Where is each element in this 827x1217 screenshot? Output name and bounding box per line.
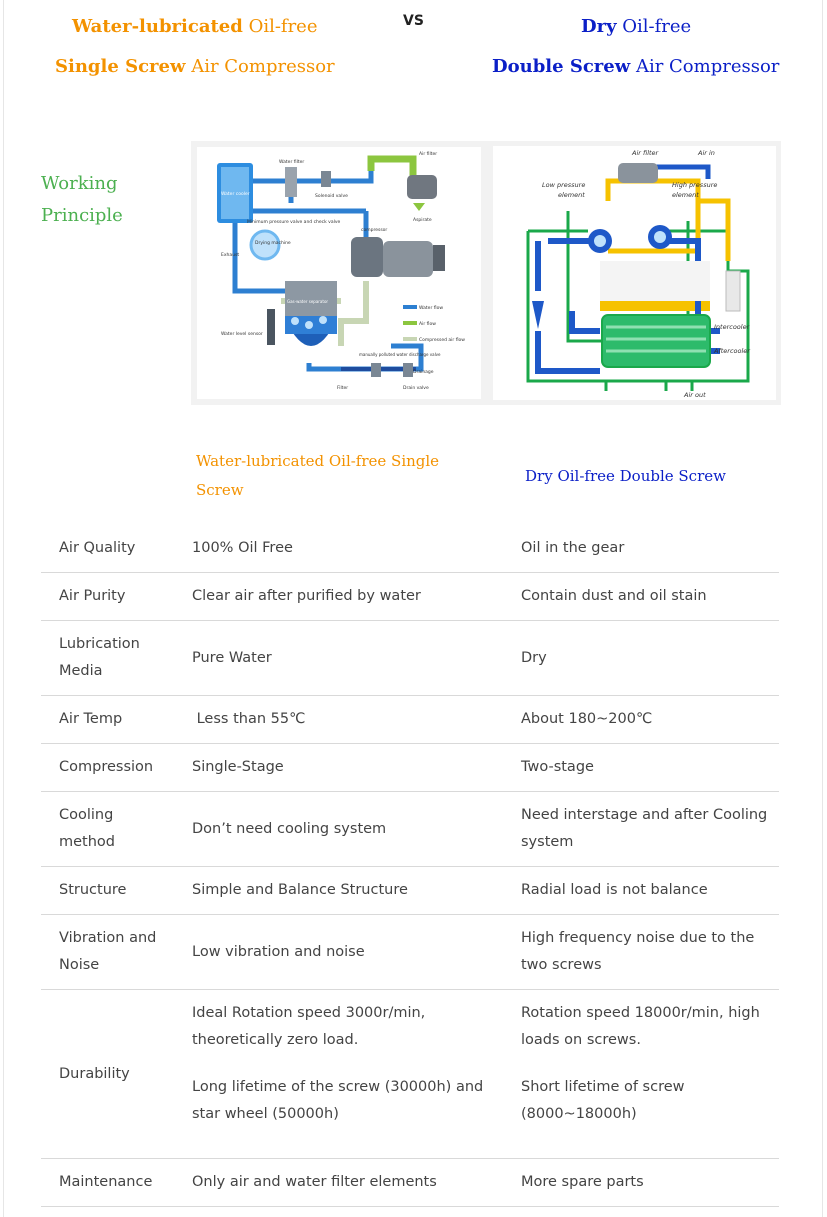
double-screw-value: Need interstage and after Cooling system xyxy=(521,807,768,850)
single-screw-value: Single-Stage xyxy=(192,759,284,775)
table-row-compression xyxy=(41,744,779,792)
double-screw-value: Dry xyxy=(521,650,547,666)
svg-text:Air filter: Air filter xyxy=(632,149,659,157)
single-screw-value: Clear air after purified by water xyxy=(192,588,421,604)
single-screw-value: Less than 55℃ xyxy=(192,711,306,727)
table-row-air-temp xyxy=(41,696,779,744)
double-screw-diagram-frame xyxy=(488,141,781,405)
double-screw-value: Contain dust and oil stain xyxy=(521,588,707,604)
row-label: Structure xyxy=(59,882,127,898)
svg-text:Water level sensor: Water level sensor xyxy=(221,332,263,337)
svg-text:element: element xyxy=(558,191,585,199)
working-principle-label: Working Principle xyxy=(41,173,123,226)
svg-text:Solenoid valve: Solenoid valve xyxy=(315,194,348,199)
svg-text:Air out: Air out xyxy=(684,391,706,399)
svg-text:Minimum pressure valve and che: Minimum pressure valve and check valve xyxy=(247,220,341,225)
svg-text:Water filter: Water filter xyxy=(279,160,305,165)
row-label: Air Temp xyxy=(59,711,123,727)
single-screw-value: 100% Oil Free xyxy=(192,540,293,556)
svg-text:Water cooler: Water cooler xyxy=(221,192,250,197)
column-header-single-screw: Water-lubricated Oil-free Single Screw xyxy=(196,452,440,499)
right-title-line1: Dry Oil-free xyxy=(581,16,692,37)
double-screw-diagram xyxy=(488,141,781,405)
table-row-structure xyxy=(41,867,779,915)
svg-text:Filter: Filter xyxy=(337,386,349,391)
table-row-durability xyxy=(41,990,779,1159)
table-row-cooling-method xyxy=(41,792,779,867)
single-screw-diagram-frame xyxy=(191,141,488,405)
double-screw-value: More spare parts xyxy=(521,1174,644,1190)
svg-text:High pressure: High pressure xyxy=(672,181,718,189)
row-label: Cooling method xyxy=(59,807,115,850)
svg-text:Air flow: Air flow xyxy=(419,322,436,327)
svg-text:Low pressure: Low pressure xyxy=(542,181,586,189)
single-screw-value: Simple and Balance Structure xyxy=(192,882,408,898)
single-screw-diagram xyxy=(191,141,488,405)
svg-text:Aftercooler: Aftercooler xyxy=(714,347,750,355)
svg-text:Drainage: Drainage xyxy=(413,370,434,375)
table-row-vibration-noise xyxy=(41,915,779,990)
single-screw-value: Only air and water filter elements xyxy=(192,1174,437,1190)
left-title-line2: Single Screw Air Compressor xyxy=(55,56,335,77)
svg-text:Aspirate: Aspirate xyxy=(413,218,432,223)
row-label: Compression xyxy=(59,759,154,775)
svg-text:compressor: compressor xyxy=(361,228,388,233)
svg-text:Water flow: Water flow xyxy=(419,306,444,311)
svg-text:Air filter: Air filter xyxy=(419,152,438,157)
svg-text:Gas-water separator: Gas-water separator xyxy=(287,299,329,304)
left-title-line1: Water-lubricated Oil-free xyxy=(72,16,318,37)
row-label: Air Purity xyxy=(59,588,126,604)
column-header-double-screw: Dry Oil-free Double Screw xyxy=(525,467,726,485)
row-label: Vibration and Noise xyxy=(59,930,157,973)
row-label: Durability xyxy=(59,1066,130,1082)
table-row-lubrication-media xyxy=(41,621,779,696)
single-screw-value: Pure Water xyxy=(192,650,272,666)
svg-text:Intercooler: Intercooler xyxy=(714,323,750,331)
table-row-air-purity xyxy=(41,573,779,621)
double-screw-value: Radial load is not balance xyxy=(521,882,708,898)
vs-label: VS xyxy=(403,13,424,29)
single-screw-value: Ideal Rotation speed 3000r/min, theoretically zero load. Long lifetime of the screw (30000h) and star wheel (50000h) xyxy=(192,1005,484,1122)
svg-text:Air in: Air in xyxy=(698,149,715,157)
svg-text:manually polluted water discha: manually polluted water discharge valve xyxy=(359,352,441,357)
table-row-maintenance xyxy=(41,1159,779,1207)
double-screw-value: Oil in the gear xyxy=(521,540,625,556)
svg-text:Exhaust: Exhaust xyxy=(221,253,240,258)
single-screw-value: Low vibration and noise xyxy=(192,944,365,960)
svg-text:element: element xyxy=(672,191,699,199)
row-label: Maintenance xyxy=(59,1174,153,1190)
table-row-air-quality xyxy=(41,525,779,573)
row-label: Air Quality xyxy=(59,540,136,556)
double-screw-value: Rotation speed 18000r/min, high loads on screws. Short lifetime of screw (8000~18000h) xyxy=(521,1005,760,1122)
double-screw-value: Two-stage xyxy=(521,759,594,775)
double-screw-value: High frequency noise due to the two screws xyxy=(521,930,755,973)
svg-text:Drying machine: Drying machine xyxy=(255,241,291,246)
svg-text:Drain valve: Drain valve xyxy=(403,386,429,391)
svg-text:Compressed air flow: Compressed air flow xyxy=(419,338,465,343)
single-screw-value: Don’t need cooling system xyxy=(192,821,387,837)
double-screw-value: About 180~200℃ xyxy=(521,711,653,727)
row-label: Lubrication Media xyxy=(59,636,140,679)
right-title-line2: Double Screw Air Compressor xyxy=(492,56,780,77)
